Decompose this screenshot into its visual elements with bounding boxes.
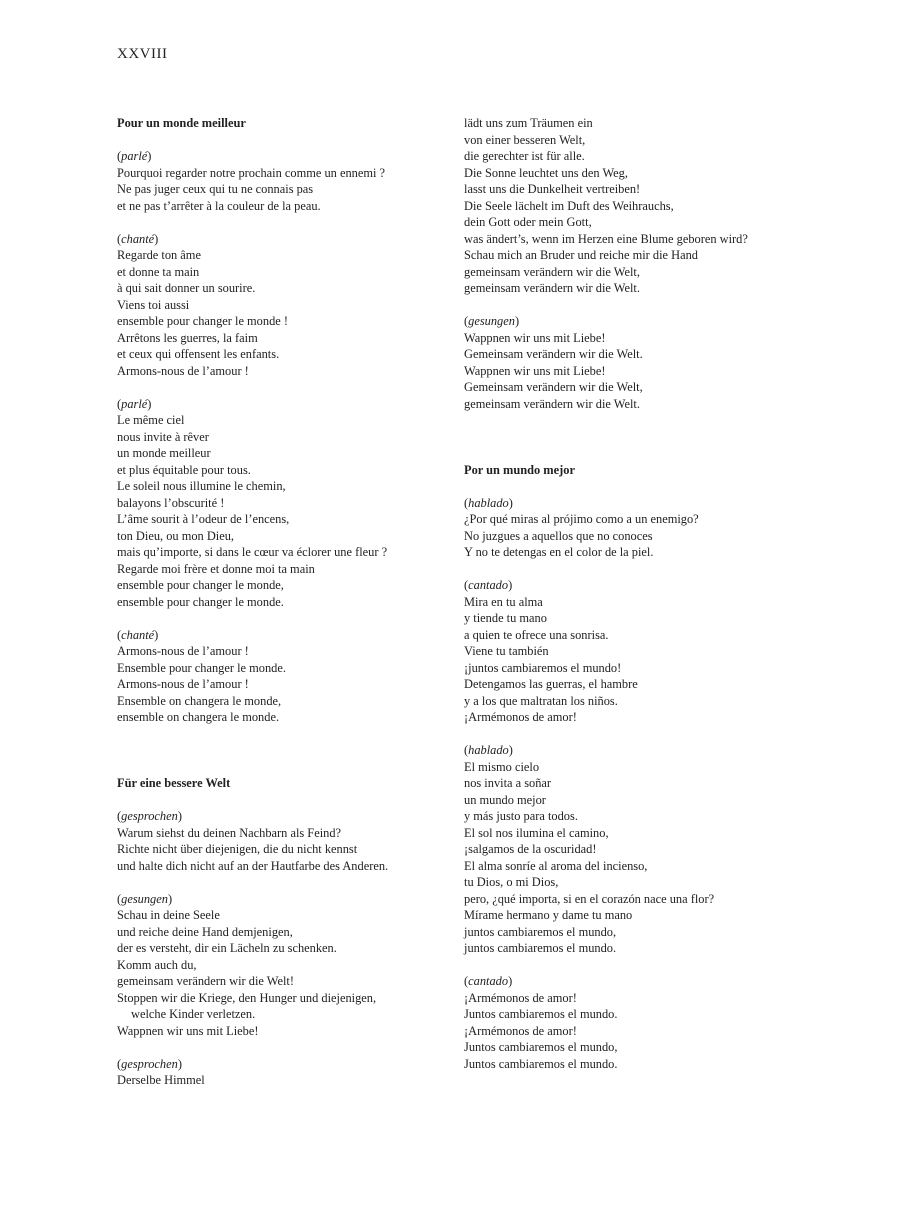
verse-line: El mismo cielo [464,759,540,774]
verse-line: y a los que maltratan los niños. [464,693,618,708]
verse-line: dein Gott oder mein Gott, [464,215,592,229]
verse-line: ¿Por qué miras al prójimo como a un enemigo? [464,512,699,526]
stanza-label: hablado [468,743,509,757]
verse-line: à qui sait donner un sourire. [117,281,256,295]
verse-line: un mundo mejor [464,792,546,807]
verse-line: Ensemble on changera le monde, [117,693,282,708]
verse-line: Die Seele lächelt im Duft des Weihrauchs, [464,198,674,213]
stanza-label: chanté [121,627,155,642]
verse-line: y tiende tu mano [464,611,547,625]
verse-line: Wappnen wir uns mit Liebe! [117,1023,259,1038]
verse-line: Detengamos las guerras, el hambre [464,677,638,691]
stanza-label: parlé [121,396,148,411]
verse-line: was ändert’s, wenn im Herzen eine Blume geboren wird? [464,231,748,246]
verse-line: Gemeinsam verändern wir die Welt. [464,347,643,361]
verse-line: gemeinsam verändern wir die Welt! [117,974,294,988]
verse-line: El alma sonríe al aroma del incienso, [464,858,648,873]
verse-line: pero, ¿qué importa, si en el corazón nace una flor? [464,891,715,906]
stanza: (gesungen) Schau in deine Seele und reiche deine Hand demjenigen, der es versteht, dir ein Lächeln zu schenken. Komm auch du, gemeinsam verändern wir die Welt! Stoppen wir die Kriege, den Hunger und diejenigen, welche Kinder verletzen. Wappnen wir uns mit Liebe! [117,891,447,1040]
stanza-label: parlé [121,149,148,163]
stanza: (cantado) ¡Armémonos de amor! Juntos cambiaremos el mundo. ¡Armémonos de amor! Juntos cambiaremos el mundo, Juntos cambiaremos el mundo. [464,973,794,1072]
verse-line: ensemble on changera le monde. [117,710,280,724]
verse-line: Armons-nous de l’amour ! [117,677,249,691]
stanza-label: chanté [121,231,155,246]
verse-line: gemeinsam verändern wir die Welt, [464,264,640,279]
verse-line: Gemeinsam verändern wir die Welt, [464,380,643,394]
verse-line: a quien te ofrece una sonrisa. [464,627,609,642]
stanza: (gesprochen) Warum siehst du deinen Nachbarn als Feind? Richte nicht über diejenigen, die du nicht kennst und halte dich nicht auf an der Hautfarbe des Anderen. [117,808,447,874]
verse-line: ¡Armémonos de amor! [464,1023,577,1038]
verse-line: und halte dich nicht auf an der Hautfarbe des Anderen. [117,858,389,873]
stanza: (gesprochen) Derselbe Himmel [117,1056,447,1089]
verse-line: ensemble pour changer le monde. [117,594,284,609]
verse-line: Ne pas juger ceux qui tu ne connais pas [117,182,314,196]
verse-line: juntos cambiaremos el mundo. [464,941,617,955]
verse-line: Ensemble pour changer le monde. [117,660,286,675]
verse-line: nos invita a soñar [464,776,552,790]
verse-line: welche Kinder verletzen. [131,1007,256,1021]
verse-line: No juzgues a aquellos que no conoces [464,528,653,543]
verse-line: et ne pas t’arrêter à la couleur de la peau. [117,198,321,213]
verse-line: die gerechter ist für alle. [464,149,585,163]
verse-line: balayons l’obscurité ! [117,495,225,510]
verse-line: juntos cambiaremos el mundo, [464,924,617,939]
verse-line: et plus équitable pour tous. [117,462,251,477]
stanza-label: gesprochen [121,809,178,823]
verse-line: Stoppen wir die Kriege, den Hunger und diejenigen, [117,990,377,1005]
verse-line: lädt uns zum Träumen ein [464,116,593,130]
stanza: (chanté) Regarde ton âme et donne ta main à qui sait donner un sourire. Viens toi aussi ensemble pour changer le monde ! Arrêtons les guerres, la faim et ceux qui offensent les enfants. Armons-nous de l’amour ! [117,231,447,380]
stanza: (cantado) Mira en tu alma y tiende tu mano a quien te ofrece una sonrisa. Viene tu también ¡juntos cambiaremos el mundo! Detengamos las guerras, el hambre y a los que maltratan los niños. ¡Armémonos de amor! [464,577,794,726]
verse-line: Viens toi aussi [117,297,190,312]
verse-line: Wappnen wir uns mit Liebe! [464,330,606,345]
verse-line: nous invite à rêver [117,429,209,444]
verse-line: Derselbe Himmel [117,1073,205,1087]
verse-line: Warum siehst du deinen Nachbarn als Feind? [117,825,342,840]
stanza: (chanté) Armons-nous de l’amour ! Ensemble pour changer le monde. Armons-nous de l’amour ! Ensemble on changera le monde, ensemble on changera le monde. [117,627,447,726]
stanza: (gesungen) Wappnen wir uns mit Liebe! Gemeinsam verändern wir die Welt. Wappnen wir uns mit Liebe! Gemeinsam verändern wir die Welt, gemeinsam verändern wir die Welt. [464,313,794,412]
stanza-label: gesprochen [121,1056,178,1071]
verse-line: Die Sonne leuchtet uns den Weg, [464,165,628,180]
verse-line: Schau in deine Seele [117,908,220,922]
stanza-label: gesungen [121,891,168,906]
verse-line: von einer besseren Welt, [464,132,586,147]
page-number: XXVIII [117,46,168,62]
verse-line: Wappnen wir uns mit Liebe! [464,363,606,378]
verse-line: Pourquoi regarder notre prochain comme un ennemi ? [117,165,386,180]
verse-line: ¡Armémonos de amor! [464,710,577,724]
verse-line: Regarde ton âme [117,248,201,262]
verse-line: Armons-nous de l’amour ! [117,363,249,378]
stanza [464,115,794,297]
verse-line: mais qu’importe, si dans le cœur va éclorer une fleur ? [117,545,388,559]
verse-line: Regarde moi frère et donne moi ta main [117,561,315,576]
section-title-spanish: Por un mundo mejor [464,462,575,477]
verse-line: Y no te detengas en el color de la piel. [464,545,654,559]
verse-line: et ceux qui offensent les enfants. [117,347,280,361]
verse-line: ensemble pour changer le monde, [117,578,284,592]
verse-line: Mírame hermano y dame tu mano [464,908,633,922]
right-column [464,115,794,1072]
verse-line: Mira en tu alma [464,594,543,609]
verse-line: der es versteht, dir ein Lächeln zu schenken. [117,941,337,955]
stanza: (hablado) ¿Por qué miras al prójimo como a un enemigo? No juzgues a aquellos que no conoces Y no te detengas en el color de la piel. [464,495,794,561]
verse-line: Juntos cambiaremos el mundo, [464,1040,618,1054]
verse-line: Le même ciel [117,413,185,427]
section-title-german: Für eine bessere Welt [117,776,231,790]
stanza: (hablado) El mismo cielo nos invita a soñar un mundo mejor y más justo para todos. El sol nos ilumina el camino, ¡salgamos de la oscuridad! El alma sonríe al aroma del incienso, tu Dios, o mi Dios, pero, ¿qué importa, si en el corazón nace una flor? Mírame hermano y dame tu mano juntos cambiaremos el mundo, juntos cambiaremos el mundo. [464,742,794,957]
verse-line: gemeinsam verändern wir die Welt. [464,396,640,411]
verse-line: et donne ta main [117,264,200,279]
stanza-label: hablado [468,495,509,510]
verse-line: und reiche deine Hand demjenigen, [117,924,293,939]
left-column [117,115,447,1089]
verse-line: Juntos cambiaremos el mundo. [464,1007,618,1021]
stanza: (parlé) Pourquoi regarder notre prochain comme un ennemi ? Ne pas juger ceux qui tu ne connais pas et ne pas t’arrêter à la couleur de la peau. [117,148,447,214]
stanza-label: gesungen [468,314,515,328]
verse-line: lasst uns die Dunkelheit vertreiben! [464,182,641,196]
verse-line: Arrêtons les guerres, la faim [117,330,258,345]
verse-line: y más justo para todos. [464,809,578,823]
stanza-label: cantado [468,974,509,988]
verse-line: Richte nicht über diejenigen, die du nicht kennst [117,842,358,856]
verse-line: Viene tu también [464,644,549,658]
verse-line: ton Dieu, ou mon Dieu, [117,528,235,543]
verse-line: Juntos cambiaremos el mundo. [464,1056,618,1071]
stanza: (parlé) Le même ciel nous invite à rêver un monde meilleur et plus équitable pour tous. Le soleil nous illumine le chemin, balayons l’obscurité ! L’âme sourit à l’odeur de l’encens, ton Dieu, ou mon Dieu, mais qu’importe, si dans le cœur va éclorer une fleur ? Regarde moi frère et donne moi ta main ensemble pour changer le monde, ensemble pour changer le monde. [117,396,447,611]
verse-line: tu Dios, o mi Dios, [464,875,559,889]
verse-line: ¡juntos cambiaremos el mundo! [464,660,622,675]
stanza-label: cantado [468,578,509,592]
verse-line: Armons-nous de l’amour ! [117,644,249,658]
verse-line: gemeinsam verändern wir die Welt. [464,281,640,295]
verse-line: El sol nos ilumina el camino, [464,825,609,840]
verse-line: un monde meilleur [117,446,211,460]
verse-line: Komm auch du, [117,957,197,972]
verse-line: Le soleil nous illumine le chemin, [117,479,286,493]
verse-line: L’âme sourit à l’odeur de l’encens, [117,512,290,526]
section-title-french: Pour un monde meilleur [117,116,246,130]
verse-line: ¡Armémonos de amor! [464,990,577,1005]
verse-line: ¡salgamos de la oscuridad! [464,842,597,856]
verse-line: ensemble pour changer le monde ! [117,314,288,328]
verse-line: Schau mich an Bruder und reiche mir die Hand [464,248,698,262]
